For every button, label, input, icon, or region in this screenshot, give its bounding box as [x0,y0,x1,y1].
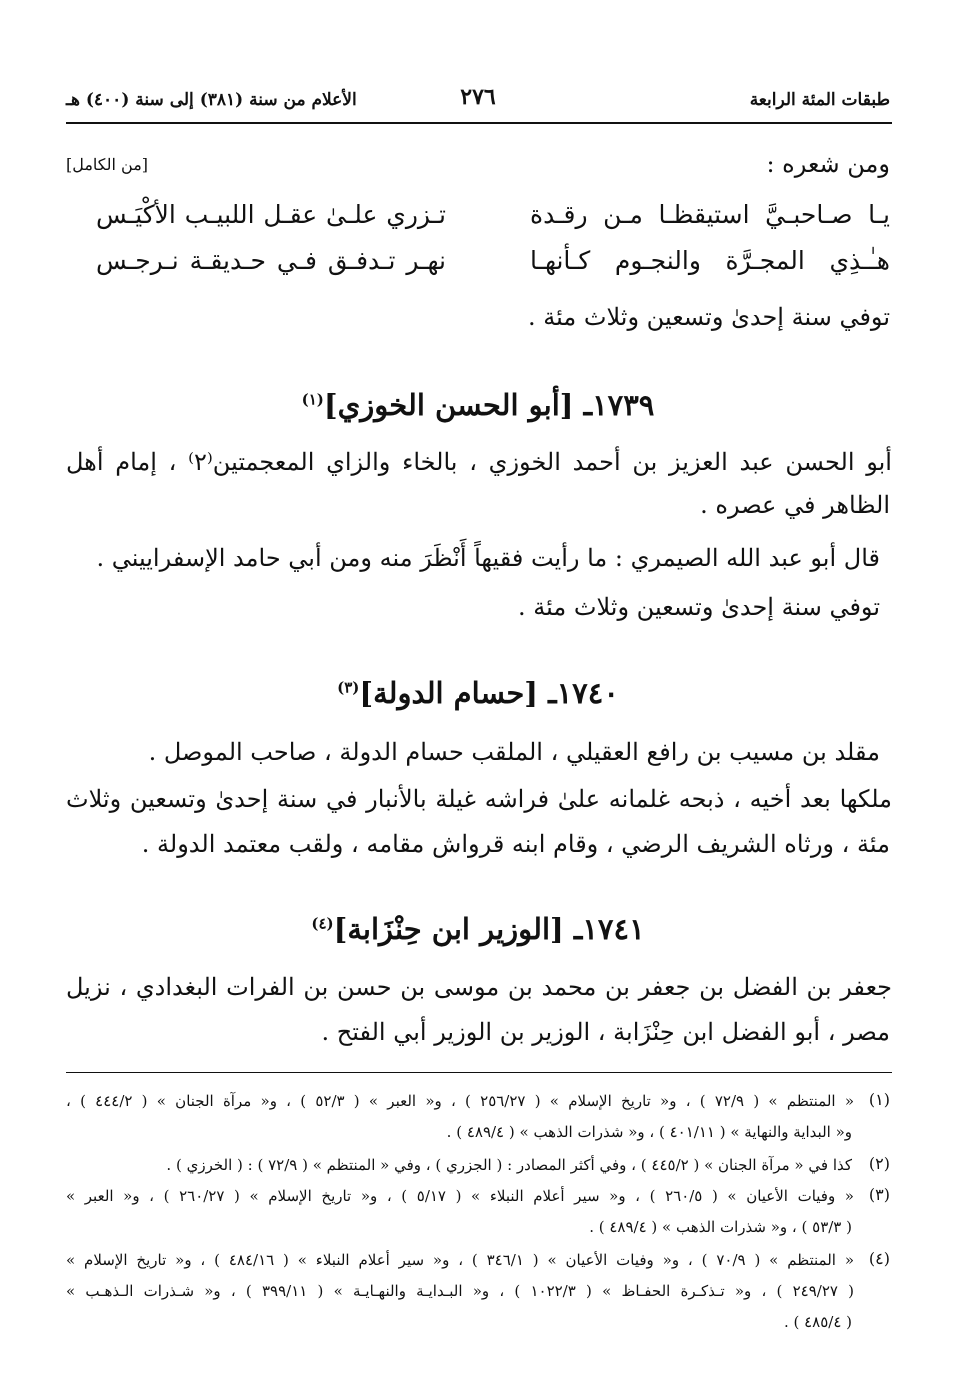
verse-1-second-hemistich: تـزري علـىٰ عقـل اللبيـب الأكْيَـس [96,200,446,229]
entry-1741-line-1: جعفر بن الفضل بن جعفر بن محمد بن موسى بن حسن بن الفرات البغدادي ، نزيل [66,973,892,1001]
footnote-rule [66,1072,892,1073]
footnote-4-line-1: « المنتظم » ( ٧٠/٩ ) ، و« وفيات الأعيان » ( ٣٤٦/١ ) ، و« سير أعلام النبلاء » ( ٤٨٤/١٦ ) ، و« تاريخ الإسلام » [66,1251,854,1269]
verse-2-second-hemistich: نهـر تـدفـق فـي حـديقـة نـرجـس [96,246,446,275]
footnote-4-line-3: ( ٤٨٥/٤ ) . [783,1313,852,1331]
entry-1740-line-1: مقلد بن مسيب بن رافع العقيلي ، الملقب حسام الدولة ، صاحب الموصل . [148,738,880,766]
entry-1739-line-2: الظاهر في عصره . [700,491,890,519]
footnote-3-number: (٣) [868,1185,890,1204]
footnote-ref-1: (١) [301,390,324,409]
entry-1741-line-2: مصر ، أبو الفضل ابن حِنْزَابة ، الوزير بن الوزير أبي الفتح . [321,1018,890,1046]
footnote-2-number: (٢) [868,1154,890,1173]
footnote-4-line-2: ( ٢٤٩/٢٧ ) ، و« تـذكـرة الحفـاظ » ( ١٠٢٢/٣ ) ، و« البـدايـة والنهـايـة » ( ٣٩٩/١١ ) ، و« شـذرات الـذهـب » [66,1282,854,1300]
entry-1740-line-3: مئة ، ورثاه الشريف الرضي ، وقام ابنه قرواش مقامه ، ولقب معتمد الدولة . [141,830,890,858]
footnote-1-number: (١) [868,1090,890,1109]
footnote-3-line-1: « وفيات الأعيان » ( ٢٦٠/٥ ) ، و« سير أعلام النبلاء » ( ٥/١٧ ) ، و« تاريخ الإسلام » ( ٢٦٠/٢٧ ) ، و« العبر » [66,1187,854,1205]
entry-1739-line-3: قال أبو عبد الله الصيمري : ما رأيت فقيهاً أَنْظَرَ منه ومن أبي حامد الإسفراييني . [96,544,880,572]
running-head-left: الأعلام من سنة (٣٨١) إلى سنة (٤٠٠) هـ [66,90,357,110]
footnote-1-line-2: و« البداية والنهاية » ( ٤٠١/١١ ) ، و« شذرات الذهب » ( ٤٨٩/٤ ) . [446,1123,852,1141]
footnote-ref-4: (٤) [311,914,334,933]
header-rule [66,122,892,124]
page-number: ٢٧٦ [460,84,496,110]
footnote-1-line-1: « المنتظم » ( ٧٢/٩ ) ، و« تاريخ الإسلام » ( ٢٥٦/٢٧ ) ، و« العبر » ( ٥٢/٣ ) ، و« مرآة الجنان » ( ٤٤٤/٢ ) ، [66,1092,855,1110]
footnote-ref-3: (٣) [337,678,360,697]
poet-death-line: توفي سنة إحدىٰ وتسعين وثلاث مئة . [528,303,890,331]
entry-1740-line-2: ملكها بعد أخيه ، ذبحه غلمانه علىٰ فراشه غيلة بالأنبار في سنة إحدىٰ وتسعين وثلاث [66,785,892,813]
footnote-2-line-1: كذا في « مرآة الجنان » ( ٤٤٥/٢ ) ، وفي أكثر المصادر : ( الجزري ) ، وفي « المنتظم » ( ٧٢/٩ ) : ( الخرزي ) . [166,1156,852,1174]
footnote-3-line-2: ( ٥٣/٣ ) ، و« شذرات الذهب » ( ٤٨٩/٤ ) . [589,1218,852,1236]
running-head-right: طبقات المئة الرابعة [749,90,890,110]
verse-1-first-hemistich: يـا صـاحبـيَّ استيقظـا مـن رقـدة [530,200,890,229]
entry-1739-line-4: توفي سنة إحدىٰ وتسعين وثلاث مئة . [518,593,880,621]
entry-1739-line-1: أبو الحسن عبد العزيز بن أحمد الخوزي ، بالخاء والزاي المعجمتين⁽٢⁾ ، إمام أهل [66,448,892,476]
poem-meter: [من الكامل] [66,155,149,174]
entry-1739-title: ١٧٣٩ـ [أبو الحسن الخوزي]$^{(١)}$ [301,388,655,422]
footnote-4-number: (٤) [868,1249,890,1268]
poem-intro: ومن شعره : [766,150,890,178]
entry-1740-title: ١٧٤٠ـ [حسام الدولة]$^{(٣)}$ [337,676,619,710]
verse-2-first-hemistich: هـٰـذِي المجـرَّة والنجـوم كـأنهـا [530,246,890,275]
entry-1741-title: ١٧٤١ـ [الوزير ابن حِنْزَابة]$^{(٤)}$ [311,912,645,946]
